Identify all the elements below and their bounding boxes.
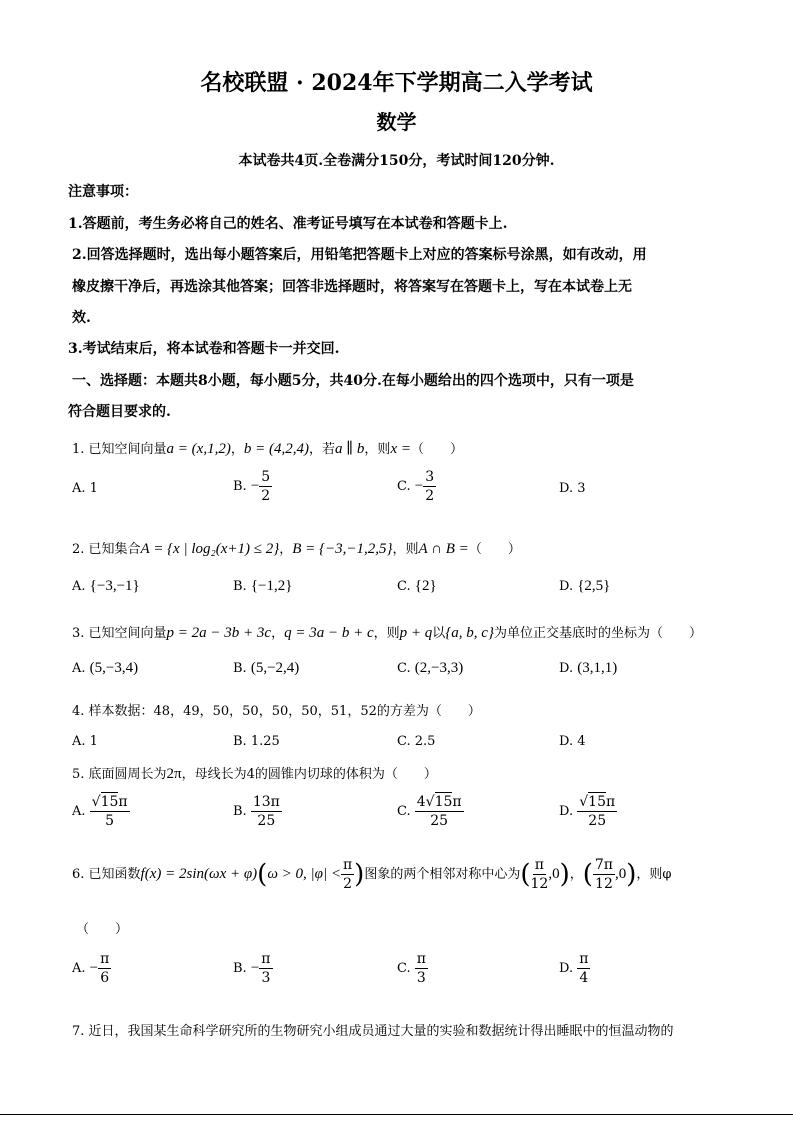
- question-4-stem: 4. 样本数据：48，49，50，50，50，50，51，52的方差为（ ）: [72, 704, 481, 719]
- question-5-option-b: B. $\frac{13\pi}{25}$: [233, 794, 280, 829]
- question-1-option-c: C. − $\frac{3}{2}$: [397, 469, 435, 504]
- subject-title: 数学: [376, 110, 417, 134]
- question-2-stem: 2. 已知集合A = {x | log₂(x+1) ≤ 2}，B = {−3,−1,2,5}，则A ∩ B =（ ）: [72, 541, 521, 557]
- question-2-option-c: C. {2}: [397, 578, 437, 594]
- question-1-stem: 1. 已知空间向量a = (x,1,2)，b = (4,2,4)，若a ∥ b，则x =（ ）: [72, 441, 463, 457]
- question-3-stem: 3. 已知空间向量p = 2a − 3b + 3c，q = 3a − b + c，则p + q以{a, b, c}为单位正交基底时的坐标为（ ）: [72, 625, 702, 641]
- question-6-option-d: D. $\frac{\pi}{4}$: [559, 951, 589, 986]
- question-5-stem: 5. 底面圆周长为2π，母线长为4的圆锥内切球的体积为（ ）: [72, 766, 437, 782]
- note-2-line-2: 橡皮擦干净后，再选涂其他答案；回答非选择题时，将答案写在答题卡上，写在本试卷上无: [72, 279, 632, 295]
- question-2-option-d: D. {2,5}: [559, 578, 611, 594]
- question-1-option-b: B. − $\frac{5}{2}$: [233, 469, 271, 504]
- section-1-heading-line-1: 一、选择题：本题共8小题，每小题5分，共40分.在每小题给出的四个选项中，只有一项是: [72, 373, 634, 389]
- question-6-stem: 6. 已知函数f(x) = 2sin(ωx + φ)(ω > 0, |φ| < $\frac{\pi}{2}$ )图象的两个相邻对称中心为( $\frac{\pi}{12}$ ,0)，( $\frac{7\pi}{12}$ ,0)，则φ: [72, 857, 672, 892]
- question-3-option-c: C. (2,−3,3): [397, 660, 464, 676]
- question-6-option-a: A. − $\frac{\pi}{6}$: [72, 951, 110, 986]
- question-7-stem: 7. 近日，我国某生命科学研究所的生物研究小组成员通过大量的实验和数据统计得出睡眠中的恒温动物的: [72, 1024, 674, 1039]
- question-5-option-d: D. $\frac{√15\pi}{25}$: [559, 794, 616, 829]
- question-2-option-b: B. {−1,2}: [233, 578, 293, 594]
- question-6-option-b: B. − $\frac{\pi}{3}$: [233, 951, 271, 986]
- question-4-option-a: A. 1: [72, 734, 98, 749]
- note-2-line-1: 2.回答选择题时，选出每小题答案后，用铅笔把答题卡上对应的答案标号涂黑，如有改动，用: [72, 247, 647, 263]
- question-2-option-a: A. {−3,−1}: [72, 578, 140, 594]
- question-1-option-d: D. 3: [559, 481, 586, 496]
- notes-heading: 注意事项：: [68, 184, 138, 200]
- exam-info: 本试卷共4页.全卷满分150分，考试时间120分钟.: [238, 153, 555, 169]
- question-6-answer-bracket: （ ）: [76, 922, 129, 937]
- question-3-option-d: D. (3,1,1): [559, 660, 618, 676]
- section-1-heading-line-2: 符合题目要求的.: [68, 404, 171, 420]
- exam-title: 名校联盟 · 2024年下学期高二入学考试: [200, 70, 593, 96]
- question-4-option-c: C. 2.5: [397, 734, 436, 749]
- page-bottom-border: [0, 1114, 793, 1115]
- question-6-option-c: C. $\frac{\pi}{3}$: [397, 951, 426, 986]
- question-3-option-b: B. (5,−2,4): [233, 660, 300, 676]
- note-3: 3.考试结束后，将本试卷和答题卡一并交回.: [68, 341, 340, 357]
- question-1-option-a: A. 1: [72, 481, 98, 496]
- question-4-option-d: D. 4: [559, 734, 586, 749]
- note-1: 1.答题前，考生务必将自己的姓名、准考证号填写在本试卷和答题卡上.: [68, 216, 508, 232]
- question-5-option-c: C. $\frac{4√15\pi}{25}$: [397, 794, 462, 829]
- note-2-line-3: 效.: [72, 310, 91, 326]
- question-3-option-a: A. (5,−3,4): [72, 660, 139, 676]
- question-5-option-a: A. $\frac{√15\pi}{5}$: [72, 794, 128, 829]
- question-4-option-b: B. 1.25: [233, 734, 280, 749]
